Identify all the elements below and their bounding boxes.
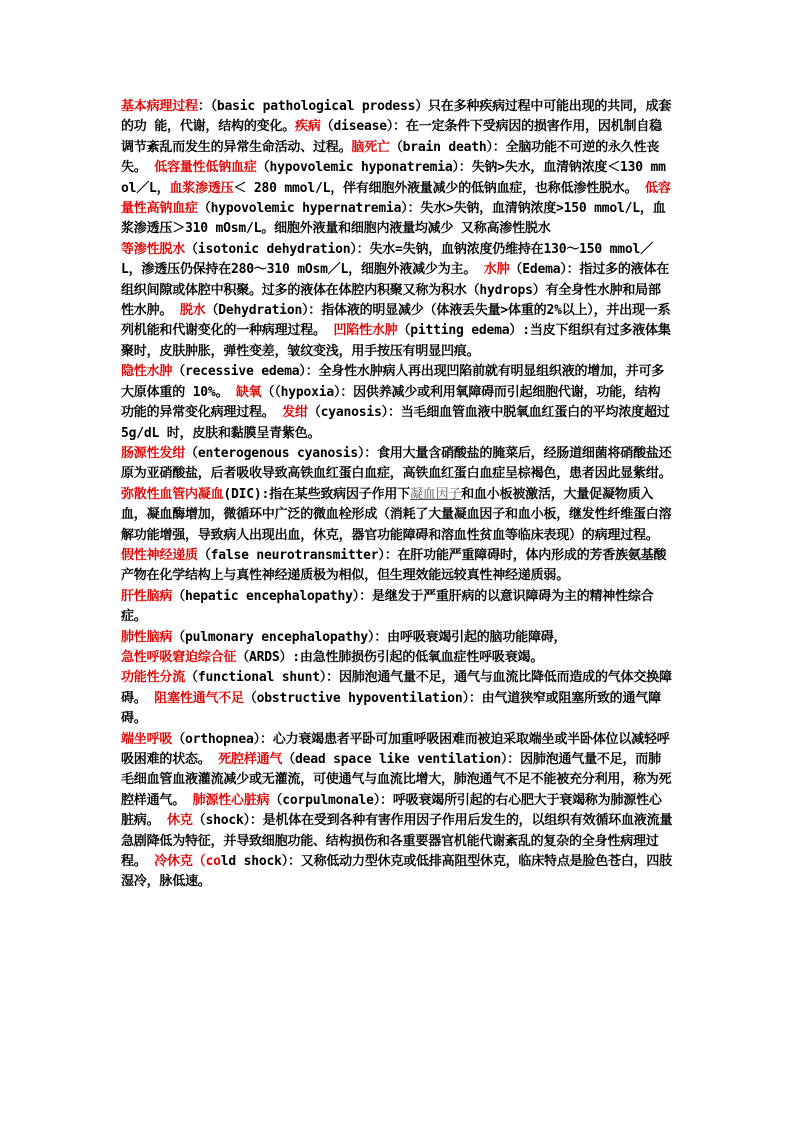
term-heading: 休克: [167, 813, 193, 829]
paragraph: [121, 362, 673, 444]
term-heading: 基本病理过程: [121, 99, 198, 114]
paragraph: [121, 668, 673, 729]
term-heading: 急性呼吸窘迫综合征: [121, 649, 237, 665]
definition-text: （shock）：是机体在受到各种有害作用因子作用后发生的，以组织有效循环血液流量急剧降低为特征，并导致细胞功能、结构损伤和各重要器官机能代谢紊乱的复杂的全身性病理过程。: [121, 813, 673, 870]
term-heading: 假性神经递质: [121, 547, 198, 563]
paragraph: [121, 730, 673, 893]
definition-text: （hypovolemic hypernatremia）：失水>失钠，血清钠浓度>150 mmol/L，血浆渗透压＞310 mOsm/L。细胞外液量和细胞内液量均减少 又称高渗性脱水: [121, 201, 666, 237]
definition-text: （orthopnea）：心力衰竭患者平卧可加重呼吸困难而被迫采取端坐或半卧体位以减轻呼吸困难的状态。: [121, 731, 670, 767]
term-heading: 肺性脑病: [121, 629, 173, 645]
definition-text: (DIC):指在某些致病因子作用下: [223, 486, 410, 502]
paragraph: [121, 444, 673, 485]
term-heading: 弥散性血管内凝血: [121, 486, 224, 502]
document-page: [121, 97, 673, 893]
definition-text: （enterogenous cyanosis）：食用大量含硝酸盐的腌菜后，经肠道细菌将硝酸盐还原为亚硝酸盐，后者吸收导致高铁血红蛋白血症，高铁血红蛋白血症呈棕褐色，患者因此显紫绀。: [121, 445, 672, 482]
term-heading: 水肿: [483, 262, 510, 278]
hyperlink-coagulation-factor[interactable]: 凝血因子: [409, 486, 462, 502]
term-heading: 低容量性低钠血症: [154, 160, 257, 176]
definition-text: （false neurotransmitter）：在肝功能严重障碍时，体内形成的芳香族氨基酸产物在化学结构上与真性神经递质极为相似，但生理效能远较真性神经递质弱。: [121, 547, 667, 584]
term-heading: 发绀: [282, 405, 308, 421]
term-heading: 肝性脑病: [121, 588, 173, 604]
definition-text: （Dehydration）：指体液的明显减少（体液丢失量>体重的2%以上），并出现一系列机能和代谢变化的一种病理过程。: [121, 303, 671, 339]
term-heading: 端坐呼吸: [121, 731, 173, 747]
definition-text: （functional shunt）：因肺泡通气量不足，通气与血流比降低而造成的气体交换障碍。: [121, 670, 672, 706]
definition-text: （ARDS）:由急性肺损伤引起的低氧血症性呼吸衰竭。: [236, 649, 544, 665]
definition-text: （isotonic dehydration）：失水=失钠，血钠浓度仍维持在130～150 mmol／L，渗透压仍保持在280～310 mOsm／L，细胞外液减少为主。: [121, 241, 653, 278]
term-heading: 死腔样通气: [218, 752, 283, 767]
definition-text: （pulmonary encephalopathy）：由呼吸衰竭引起的脑功能障碍，: [172, 629, 567, 645]
definition-text: （corpulmonale）：呼吸衰竭所引起的右心肥大于衰竭称为肺源性心脏病。: [121, 792, 662, 829]
term-heading: 凹陷性水肿: [333, 323, 398, 339]
definition-text: （cyanosis）：当毛细血管血液中脱氧血红蛋白的平均浓度超过 5g/dL 时，皮肤和黏膜呈青紫色。: [121, 405, 670, 441]
term-heading: 低容量性高钠血症: [121, 180, 671, 217]
term-heading: 阻塞性通气不足: [154, 690, 244, 706]
definition-text: （pitting edema）:当皮下组织有过多液体集聚时，皮肤肿胀，弹性变差，皱纹变浅，用手按压有明显凹痕。: [121, 323, 671, 359]
term-heading: 等渗性脱水: [121, 241, 186, 257]
definition-text: （recessive edema）：全身性水肿病人再出现凹陷前就有明显组织液的增加，并可多大原体重的 10%。: [121, 364, 665, 400]
definition-text: （Edema）：指过多的液体在组织间隙或体腔中积聚。过多的液体在体腔内积聚又称为积水（hydrops）有全身性水肿和局部性水肿。: [121, 262, 670, 319]
paragraph: [121, 97, 673, 240]
paragraph: [121, 628, 673, 648]
definition-text: （（hypoxia）：因供养减少或利用氧障碍而引起细胞代谢，功能，结构功能的异常变化病理过程。: [121, 384, 661, 421]
term-heading: （co: [192, 854, 221, 870]
definition-text: （dead space like ventilation）：因肺泡通气量不足，而肺毛细血管血液灌流减少或无灌流，可使通气与血流比增大，肺泡通气不足不能被充分利用，称为死腔样通气。: [121, 752, 672, 808]
paragraph: [121, 587, 673, 628]
definition-text: （brain death）：全脑功能不可逆的永久性丧失。: [121, 139, 660, 176]
definition-text: （hypovolemic hyponatremia）：失钠>失水，血清钠浓度＜130 mmol／L，: [121, 160, 666, 196]
definition-text: （disease）：在一定条件下受病因的损害作用，因机制自稳调节紊乱而发生的异常生命活动、过程。: [121, 119, 662, 155]
definition-text: ＜ 280 mmol/L，伴有细胞外液量减少的低钠血症，也称低渗性脱水。: [233, 180, 646, 196]
term-heading: 疾病: [295, 119, 321, 135]
term-heading: 冷休克: [154, 854, 193, 870]
term-heading: 功能性分流: [121, 670, 186, 686]
term-heading: 缺氧: [235, 384, 262, 400]
term-heading: 脱水: [179, 303, 206, 319]
definition-text: （obstructive hypoventilation）：由气道狭窄或阻塞所致的通气障碍。: [121, 690, 661, 727]
paragraph: [121, 240, 673, 362]
paragraph: [121, 546, 673, 587]
paragraph: [121, 648, 673, 668]
definition-text: ld shock）：又称低动力型休克或低排高阻型休克，临床特点是脸色苍白，四肢湿冷，脉低速。: [121, 854, 673, 890]
definition-text: 和血小板被激活，大量促凝物质入血，凝血酶增加，微循环中广泛的微血栓形成（消耗了大量凝血因子和血小板，继发性纤维蛋白溶解功能增强，导致病人出现出血，休克，器官功能障碍和溶血性贫血等临床表现）的病理过程。: [121, 486, 672, 543]
definition-text: ：（basic pathological prodess）只在多种疾病过程中可能出现的共同，成套的功 能，代谢，结构的变化。: [121, 99, 672, 135]
term-heading: 肺源性心脏病: [192, 792, 270, 808]
term-heading: 肠源性发绀: [121, 445, 186, 461]
term-heading: 隐性水肿: [121, 364, 173, 380]
definition-text: （hepatic encephalopathy）：是继发于严重肝病的以意识障碍为主的精神性综合症。: [121, 588, 654, 625]
term-heading: 血浆渗透压: [169, 180, 234, 196]
paragraph: [121, 485, 673, 546]
term-heading: 脑死亡: [351, 139, 390, 155]
